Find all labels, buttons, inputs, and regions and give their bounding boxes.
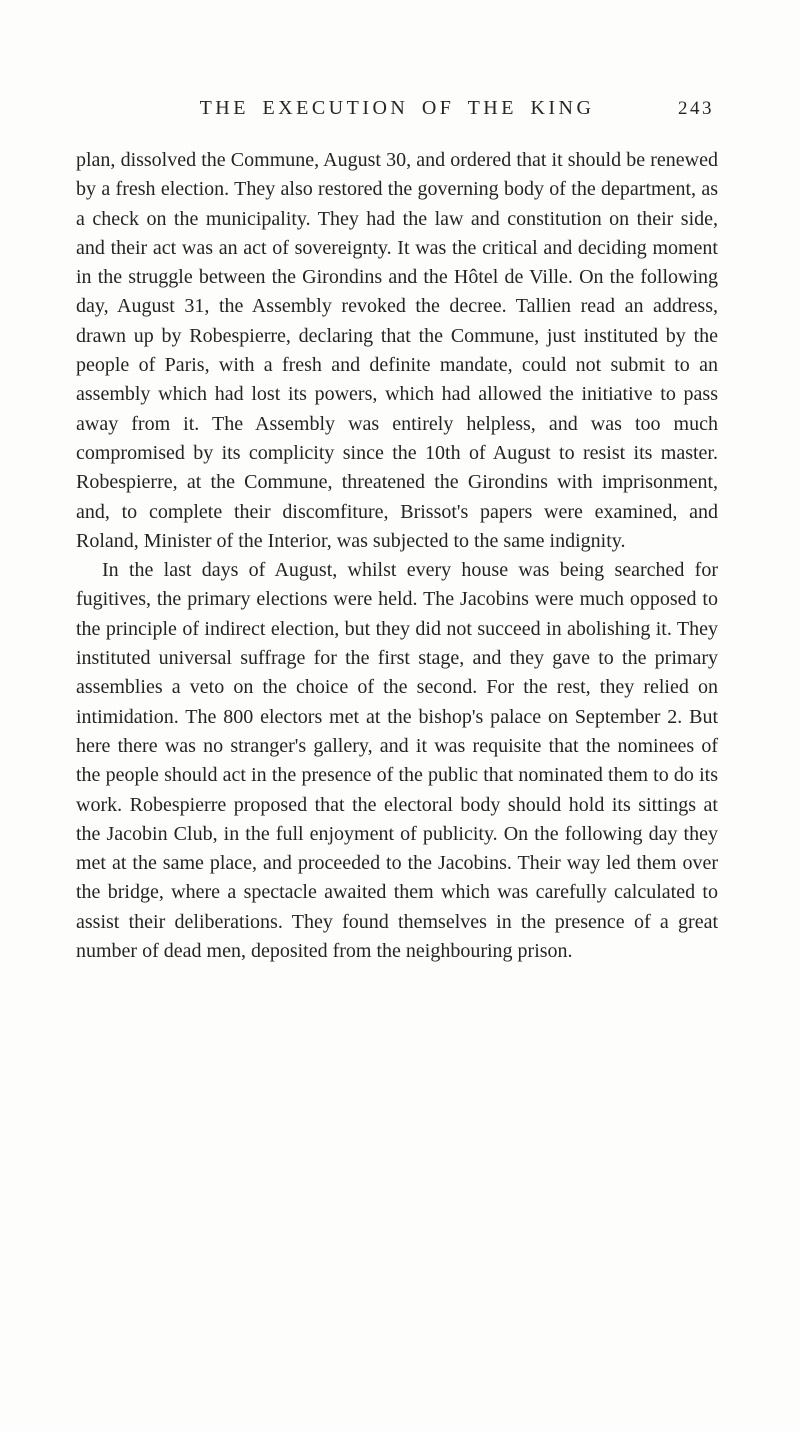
running-header xyxy=(76,97,718,125)
running-header-title: THE EXECUTION OF THE KING xyxy=(199,97,595,119)
paragraph: plan, dissolved the Commune, August 30, and ordered that it should be renewed by a fresh election. They also restored the governing body of the department, as a check on the municipality. They had the law and constitution on their side, and their act was an act of sovereignty. It was the critical and deciding moment in the struggle between the Girondins and the Hôtel de Ville. On the following day, August 31, the Assembly revoked the decree. Tallien read an address, drawn up by Robespierre, declaring that the Commune, just instituted by the people of Paris, with a fresh and definite mandate, could not submit to an assembly which had lost its powers, which had allowed the initiative to pass away from it. The Assembly was entirely helpless, and was too much compromised by its complicity since the 10th of August to resist its master. Robespierre, at the Commune, threatened the Girondins with imprisonment, and, to complete their discomfiture, Brissot's papers were examined, and Roland, Minister of the Interior, was subjected to the same indignity. xyxy=(76,149,718,552)
paragraph: In the last days of August, whilst every house was being searched for fugitives, the primary elections were held. The Jacobins were much opposed to the principle of indirect election, but they did not succeed in abolishing it. They instituted universal suffrage for the first stage, and they gave to the primary assemblies a veto on the choice of the second. For the rest, they relied on intimidation. The 800 electors met at the bishop's palace on September 2. But here there was no stranger's gallery, and it was requisite that the nominees of the people should act in the presence of the public that nominated them to do its work. Robespierre proposed that the electoral body should hold its sittings at the Jacobin Club, in the full enjoyment of publicity. On the following day they met at the same place, and proceeded to the Jacobins. Their way led them over the bridge, where a spectacle awaited them which was carefully calculated to assist their deliberations. They found themselves in the presence of a great number of dead men, deposited from the neighbouring prison. xyxy=(76,559,718,963)
body-text xyxy=(76,146,718,966)
page-number: 243 xyxy=(678,98,714,119)
